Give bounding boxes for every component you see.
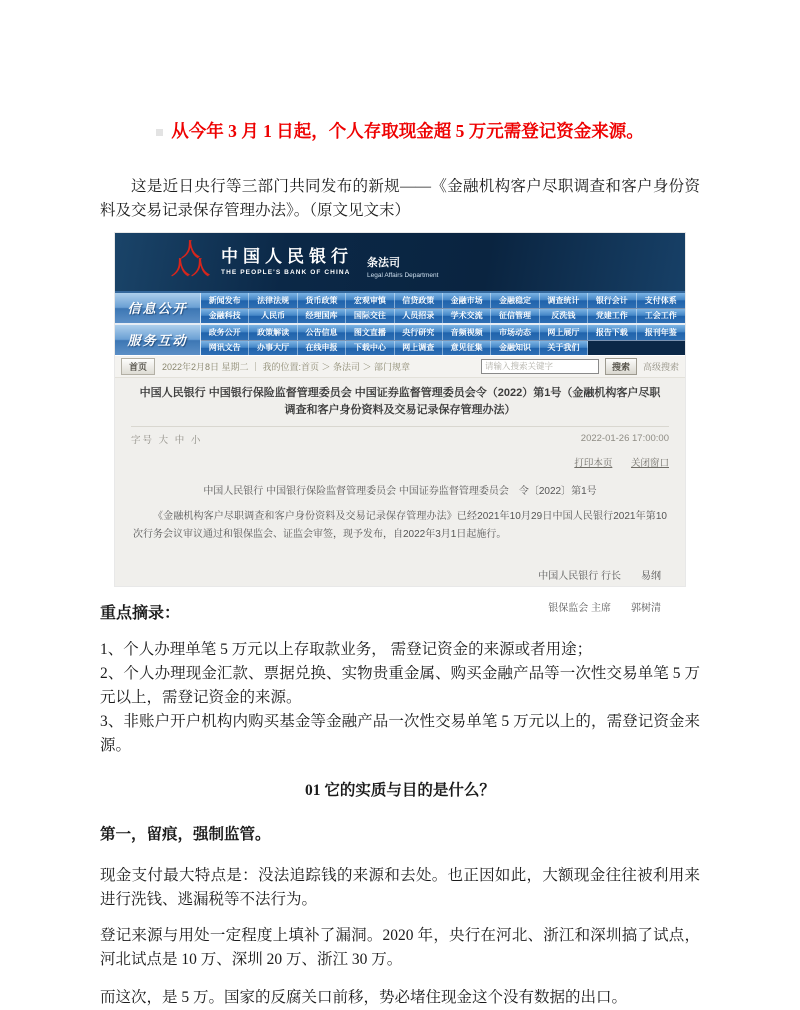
search-input[interactable] (481, 359, 599, 374)
article-title: 中国人民银行 中国银行保险监督管理委员会 中国证券监督管理委员会令（2022）第1号（金融机构客户尽职调查和客户身份资料及交易记录保存管理办法） (139, 386, 661, 416)
font-size-control[interactable]: 字号 大 中 小 (131, 434, 203, 446)
point-heading: 第一，留痕，强制监管。 (100, 825, 271, 843)
advanced-search-link[interactable]: 高级搜索 (642, 361, 679, 372)
menu-item[interactable]: 新闻发布 (201, 293, 249, 308)
bank-name (221, 248, 353, 276)
menu-item[interactable]: 国际交往 (346, 309, 394, 323)
nav-band-info-disclosure (115, 293, 685, 323)
pboc-logo-icon: 人 人 人 (171, 239, 211, 279)
menu-item[interactable]: 货币政策 (298, 293, 346, 308)
signature-chairman: 银保监会 主席 郭树清 (548, 602, 661, 614)
bank-name-cn: 中国人民银行 (221, 246, 353, 266)
menu-item[interactable]: 网上展厅 (540, 325, 588, 340)
summary-list (100, 638, 700, 758)
close-window-link[interactable]: 关闭窗口 (630, 457, 669, 469)
summary-item: 1、个人办理单笔 5 万元以上存取款业务， 需登记资金的来源或者用途； (100, 640, 593, 658)
department-name-en: Legal Affairs Department (367, 272, 439, 280)
menu-item[interactable]: 政务公开 (201, 325, 249, 340)
bank-name-en: THE PEOPLE'S BANK OF CHINA (221, 268, 351, 276)
nav-band-label: 服务互动 (115, 325, 201, 355)
department-name-cn: 条法司 (367, 257, 400, 270)
menu-item[interactable]: 人民币 (249, 309, 297, 323)
nav-band-label: 信息公开 (115, 293, 201, 323)
breadcrumb: 2022年2月8日 星期二 ｜ 我的位置:首页 ＞ 条法司 ＞ 部门规章 (162, 361, 411, 372)
nav-row (201, 308, 685, 323)
article-panel (115, 378, 685, 614)
summary-heading: 重点摘录： (100, 604, 181, 622)
menu-item[interactable]: 报告下载 (588, 325, 636, 340)
signature-governor: 中国人民银行 行长 易纲 (538, 570, 661, 582)
menu-item[interactable]: 人员招录 (395, 309, 443, 323)
menu-item[interactable]: 报刊年鉴 (637, 325, 685, 340)
print-page-link[interactable]: 打印本页 (574, 457, 613, 469)
menu-item[interactable]: 图文直播 (346, 325, 394, 340)
menu-item[interactable]: 调查统计 (540, 293, 588, 308)
nav-row (201, 325, 685, 340)
body-paragraph: 而这次，是 5 万。国家的反腐关口前移，势必堵住现金这个没有数据的出口。 (100, 988, 628, 1006)
menu-item[interactable]: 意见征集 (443, 341, 491, 355)
menu-item[interactable]: 在线申报 (298, 341, 346, 355)
menu-item[interactable]: 宏观审慎 (346, 293, 394, 308)
article-meta-row (131, 426, 669, 446)
menu-item[interactable]: 央行研究 (395, 325, 443, 340)
menu-item[interactable]: 工会工作 (637, 309, 685, 323)
menu-item[interactable]: 经理国库 (298, 309, 346, 323)
page-title-text: 从今年 3 月 1 日起，个人存取现金超 5 万元需登记资金来源。 (171, 121, 644, 141)
menu-item[interactable]: 金融知识 (491, 341, 539, 355)
menu-item[interactable]: 网讯文告 (201, 341, 249, 355)
embedded-screenshot-pboc (115, 233, 685, 614)
menu-item[interactable]: 支付体系 (637, 293, 685, 308)
decree-title: 中国人民银行 中国银行保险监督管理委员会 中国证券监督管理委员会 令〔2022〕第1号 (203, 485, 597, 497)
summary-item: 3、非账户开户机构内购买基金等金融产品一次性交易单笔 5 万元以上的，需登记资金来源。 (100, 712, 700, 754)
menu-item[interactable]: 反洗钱 (540, 309, 588, 323)
article-datetime: 2022-01-26 17:00:00 (580, 433, 669, 445)
pboc-site-header (115, 233, 685, 293)
department-name (367, 244, 438, 279)
breadcrumb-bar (115, 355, 685, 378)
menu-item[interactable]: 下载中心 (346, 341, 394, 355)
menu-item[interactable]: 征信管理 (491, 309, 539, 323)
menu-item[interactable]: 金融市场 (443, 293, 491, 308)
menu-item[interactable]: 政策解读 (249, 325, 297, 340)
menu-item[interactable]: 关于我们 (540, 341, 588, 355)
menu-item[interactable]: 银行会计 (588, 293, 636, 308)
body-paragraph: 现金支付最大特点是：没法追踪钱的来源和去处。也正因如此，大额现金往往被利用来进行洗钱、逃漏税等不法行为。 (100, 866, 700, 908)
nav-row (201, 293, 685, 308)
body-paragraph: 登记来源与用处一定程度上填补了漏洞。2020 年，央行在河北、浙江和深圳搞了试点，河北试点是 10 万、深圳 20 万、浙江 30 万。 (100, 926, 700, 968)
home-button[interactable]: 首页 (121, 358, 155, 375)
article-actions (131, 455, 669, 469)
nav-band-services (115, 323, 685, 355)
menu-item[interactable]: 学术交流 (443, 309, 491, 323)
menu-item[interactable]: 党建工作 (588, 309, 636, 323)
menu-item[interactable]: 市场动态 (491, 325, 539, 340)
menu-item[interactable]: 金融科技 (201, 309, 249, 323)
summary-item: 2、个人办理现金汇款、票据兑换、实物贵重金属、购买金融产品等一次性交易单笔 5 万元以上，需登记资金的来源。 (100, 664, 700, 706)
menu-item[interactable]: 音频视频 (443, 325, 491, 340)
page-title (100, 120, 700, 143)
menu-item[interactable]: 网上调查 (395, 341, 443, 355)
menu-item[interactable]: 公告信息 (298, 325, 346, 340)
menu-item[interactable]: 法律法规 (249, 293, 297, 308)
search-button[interactable]: 搜索 (605, 358, 637, 375)
decree-body: 《金融机构客户尽职调查和客户身份资料及交易记录保存管理办法》已经2021年10月29日中国人民银行2021年第10次行务会议审议通过和银保监会、证监会审签，现予发布，自2022年3月1日起施行。 (133, 510, 667, 541)
nav-filler (588, 341, 685, 355)
menu-item[interactable]: 金融稳定 (491, 293, 539, 308)
title-bullet-marker (156, 129, 163, 136)
intro-paragraph: 这是近日央行等三部门共同发布的新规——《金融机构客户尽职调查和客户身份资料及交易记录保存管理办法》。（原文见文末） (100, 177, 700, 219)
nav-row (201, 340, 685, 355)
section-heading: 01 它的实质与目的是什么？ (305, 781, 495, 799)
menu-item[interactable]: 办事大厅 (249, 341, 297, 355)
menu-item[interactable]: 信贷政策 (395, 293, 443, 308)
